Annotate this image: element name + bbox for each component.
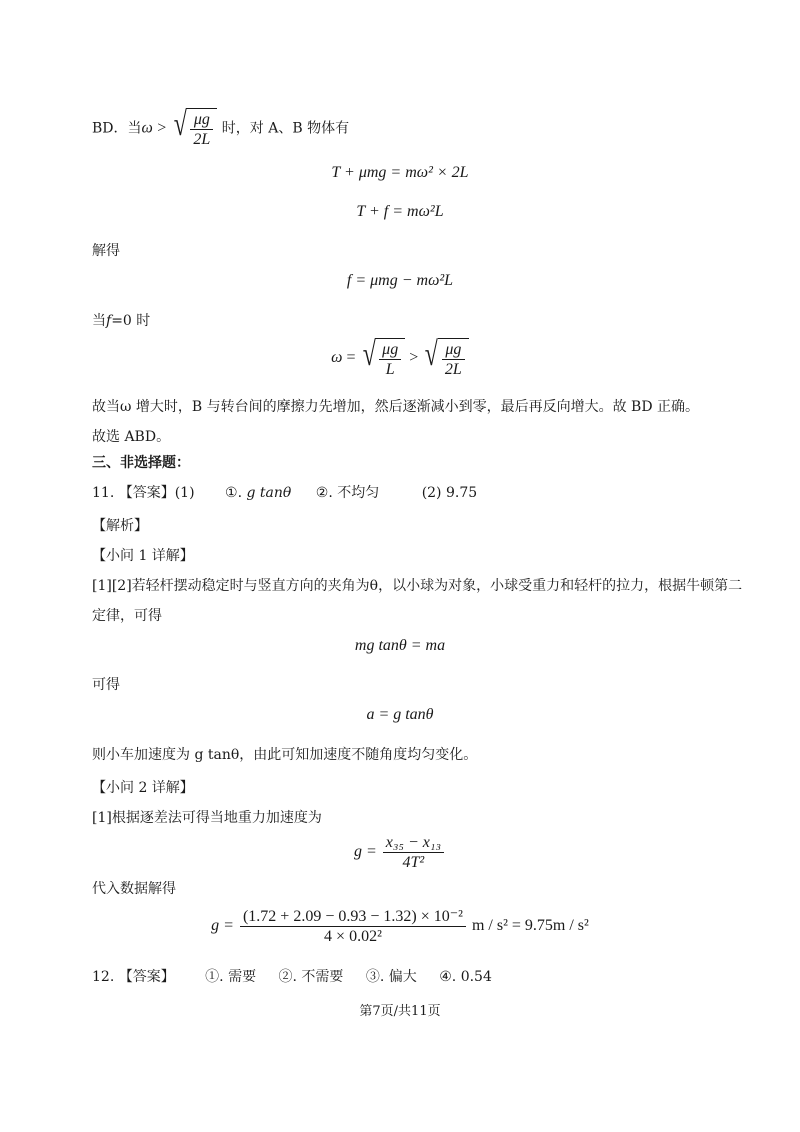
eq7-den: 4T² xyxy=(402,853,425,871)
eq4-eq: = xyxy=(346,349,356,367)
f-zero-line xyxy=(92,310,150,330)
eq4-gt: > xyxy=(409,349,419,367)
q12-a4: ④. 0.54 xyxy=(439,969,492,985)
bd-gt: > xyxy=(157,119,167,137)
question-12-answer xyxy=(92,966,492,986)
q12-a1: ①. 需要 xyxy=(205,969,257,985)
conclusion-text: 故当ω 增大时，B 与转台间的摩擦力先增加，然后逐渐减小到零，最后再反向增大。故 BD 正确。 xyxy=(92,399,700,415)
eq4-sqrt-1: √ $\frac{\mu g}{L}$ xyxy=(360,338,406,379)
q12-a2: ②. 不需要 xyxy=(278,969,344,985)
equation-2: T + f = mω²L xyxy=(356,203,444,220)
f-zero-suffix: =0 时 xyxy=(111,313,151,329)
eq4-num1: μg xyxy=(379,340,401,360)
bd-suffix: 时，对 A、B 物体有 xyxy=(221,120,350,137)
bd-frac-num: μg xyxy=(190,110,213,130)
eq8-den: 4 × 0.02² xyxy=(324,927,382,945)
paragraph-1-line-2: 定律，可得 xyxy=(92,608,162,624)
bd-prefix: BD．当 xyxy=(92,120,142,137)
question-11-answer xyxy=(92,482,477,502)
f-zero-f: f xyxy=(106,313,112,329)
equation-3: f = μmg − mω²L xyxy=(346,272,454,289)
subquestion-1-label: 【小问 1 详解】 xyxy=(92,548,194,564)
analysis-label: 【解析】 xyxy=(92,518,148,534)
q11-a2: ②. 不均匀 xyxy=(315,485,380,501)
eq7-lhs: g = xyxy=(353,843,377,860)
choice-text: 故选 ABD。 xyxy=(92,429,171,445)
page-footer: 第7页/共11页 xyxy=(359,1004,441,1019)
equation-8 xyxy=(0,906,800,946)
eq7-num: x₃₅ − x₁₃ xyxy=(383,833,444,853)
q12-a3: ③. 偏大 xyxy=(365,969,417,985)
paragraph-1-line-1: [1][2]若轻杆摆动稳定时与竖直方向的夹角为θ，以小球为对象，小球受重力和轻杆的拉力，根据牛顿第二 xyxy=(92,578,743,594)
eq8-rhs: m / s² = 9.75m / s² xyxy=(471,917,589,934)
eq4-sqrt-2: √ $\frac{\mu g}{2L}$ xyxy=(422,338,469,379)
eq8-lhs: g = xyxy=(211,917,234,934)
f-zero-prefix: 当 xyxy=(92,313,106,329)
equation-1: T + μmg = mω² × 2L xyxy=(331,164,469,181)
daishu-label: 代入数据解得 xyxy=(92,881,176,897)
equation-5: mg tanθ = ma xyxy=(354,637,446,654)
q11-answer-label: 【答案】 xyxy=(118,485,175,501)
bd-omega: ω xyxy=(141,119,153,137)
q11-part1: (1) xyxy=(174,485,195,501)
q11-part2: (2) 9.75 xyxy=(421,485,478,501)
kede-label: 可得 xyxy=(92,677,120,693)
q12-number: 12. xyxy=(92,969,115,985)
section-heading: 三、非选择题： xyxy=(92,455,190,471)
paragraph-3: [1]根据逐差法可得当地重力加速度为 xyxy=(92,810,322,826)
q11-a1: ①. xyxy=(225,485,243,501)
equation-6: a = g tanθ xyxy=(366,706,434,723)
eq4-omega: ω xyxy=(331,349,343,367)
eq4-den1: L xyxy=(385,360,395,378)
eq4-den2: 2L xyxy=(444,360,462,378)
q11-a1-value: g tanθ xyxy=(246,485,292,501)
eq8-num: (1.72 + 2.09 − 0.93 − 1.32) × 10⁻² xyxy=(240,907,466,927)
q12-answer-label: 【答案】 xyxy=(118,969,175,985)
paragraph-2: 则小车加速度为 g tanθ，由此可知加速度不随角度均匀变化。 xyxy=(92,747,478,763)
bd-sqrt: √ $\frac{\mu g}{2L}$ xyxy=(171,108,218,149)
equation-4 xyxy=(0,338,800,379)
eq4-num2: μg xyxy=(442,340,465,360)
bd-line xyxy=(92,108,349,149)
bd-frac-den: 2L xyxy=(193,130,211,148)
jiede-label-1: 解得 xyxy=(92,243,120,259)
equation-7 xyxy=(0,832,800,872)
subquestion-2-label: 【小问 2 详解】 xyxy=(92,780,194,796)
q11-number: 11. xyxy=(92,485,115,501)
